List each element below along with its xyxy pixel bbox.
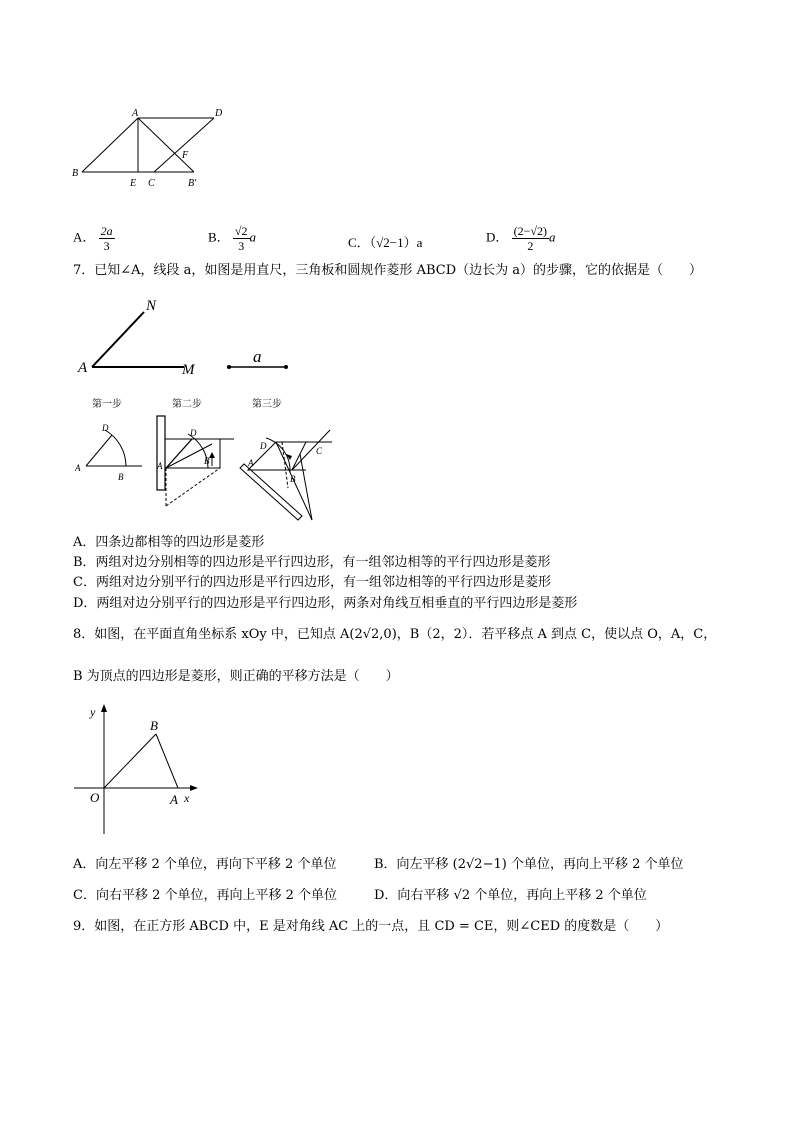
label-a: A <box>78 360 88 376</box>
q8-stem-line-1: 8．如图，在平面直角坐标系 xOy 中，已知点 A(2√2,0)，B（2，2）．若平移点 A 到点 C，使以点 O，A，C， <box>73 627 717 642</box>
q6-option-a[interactable]: A． $\frac{2a}{3}$ <box>73 224 113 253</box>
label-b: B <box>118 472 124 482</box>
step-2-title: 第二步 <box>172 399 202 410</box>
label-o: O <box>90 790 100 805</box>
segment-endpoint <box>284 365 288 369</box>
segment-endpoint <box>227 365 231 369</box>
q7-option-c[interactable]: C．两组对边分别平行的四边形是平行四边形，有一组邻边相等的平行四边形是菱形 <box>73 575 551 590</box>
label-a: A <box>75 463 81 473</box>
q8-option-c[interactable]: C．向右平移 2 个单位，再向上平移 2 个单位 <box>73 888 338 903</box>
label-m: M <box>182 362 195 378</box>
fraction: $\frac{(2-√2)}{2}$ <box>513 224 547 253</box>
arrow-up-icon <box>209 452 215 458</box>
label-b-prime: B′ <box>188 178 197 189</box>
label-c: C <box>316 446 323 456</box>
label-x: x <box>184 791 190 805</box>
figure-angle-and-segment <box>72 292 302 382</box>
step-2-figure <box>152 414 242 514</box>
label-n: N <box>146 298 157 314</box>
label-d: D <box>260 441 267 451</box>
label-c: C <box>148 178 155 189</box>
q7-option-d[interactable]: D．两组对边分别平行的四边形是平行四边形，两条对角线互相垂直的平行四边形是菱形 <box>73 596 578 611</box>
figure-parallelogram <box>68 104 238 194</box>
label-d: D <box>215 108 223 119</box>
q7-stem: 7．已知∠A，线段 a，如图是用直尺，三角板和圆规作菱形 ABCD（边长为 a）的步骤，它的依据是（ ） <box>73 263 703 278</box>
q6-option-b[interactable]: B． $\frac{√2}{3}$ a <box>208 224 257 253</box>
label-f: F <box>182 150 189 161</box>
q8-stem-line-2: B 为顶点的四边形是菱形，则正确的平移方法是（ ） <box>73 669 399 684</box>
fraction: $\frac{√2}{3}$ <box>234 224 248 253</box>
x-axis-arrow-icon <box>190 785 198 791</box>
q7-option-b[interactable]: B．两组对边分别相等的四边形是平行四边形，有一组邻边相等的平行四边形是菱形 <box>73 555 551 570</box>
y-axis-arrow-icon <box>101 704 107 712</box>
label-e: E <box>130 178 137 189</box>
q8-option-d[interactable]: D．向右平移 √2 个单位，再向上平移 2 个单位 <box>374 888 647 903</box>
q6-option-c[interactable]: C．（√2−1）a <box>348 235 423 250</box>
q8-option-b[interactable]: B．向左平移 (2√2−1) 个单位，再向上平移 2 个单位 <box>374 857 684 872</box>
label-y: y <box>90 705 96 719</box>
label-b: B <box>204 456 210 466</box>
label-b: B <box>72 168 79 179</box>
q7-option-a[interactable]: A．四条边都相等的四边形是菱形 <box>73 535 265 550</box>
q6-option-d[interactable]: D． $\frac{(2-√2)}{2}$ a <box>486 224 556 253</box>
label-a: A <box>132 108 139 119</box>
label-b: B <box>290 474 296 484</box>
fraction: $\frac{2a}{3}$ <box>100 224 113 253</box>
step-3-figure <box>236 428 336 524</box>
label-a-length: a <box>253 347 262 366</box>
q9-stem: 9．如图，在正方形 ABCD 中，E 是对角线 AC 上的一点，且 CD = CE，则∠CED 的度数是（ ） <box>73 919 669 934</box>
label-d: D <box>102 423 109 433</box>
label-a: A <box>157 461 163 471</box>
label-d: D <box>190 428 197 438</box>
q8-option-a[interactable]: A．向左平移 2 个单位，再向下平移 2 个单位 <box>73 857 337 872</box>
step-1-figure <box>72 418 142 486</box>
label-a: A <box>170 792 178 807</box>
figure-coordinate-plane <box>70 700 200 838</box>
step-3-title: 第三步 <box>252 399 282 410</box>
step-1-title: 第一步 <box>92 399 122 410</box>
label-a: A <box>248 458 254 468</box>
label-b: B <box>150 718 158 733</box>
